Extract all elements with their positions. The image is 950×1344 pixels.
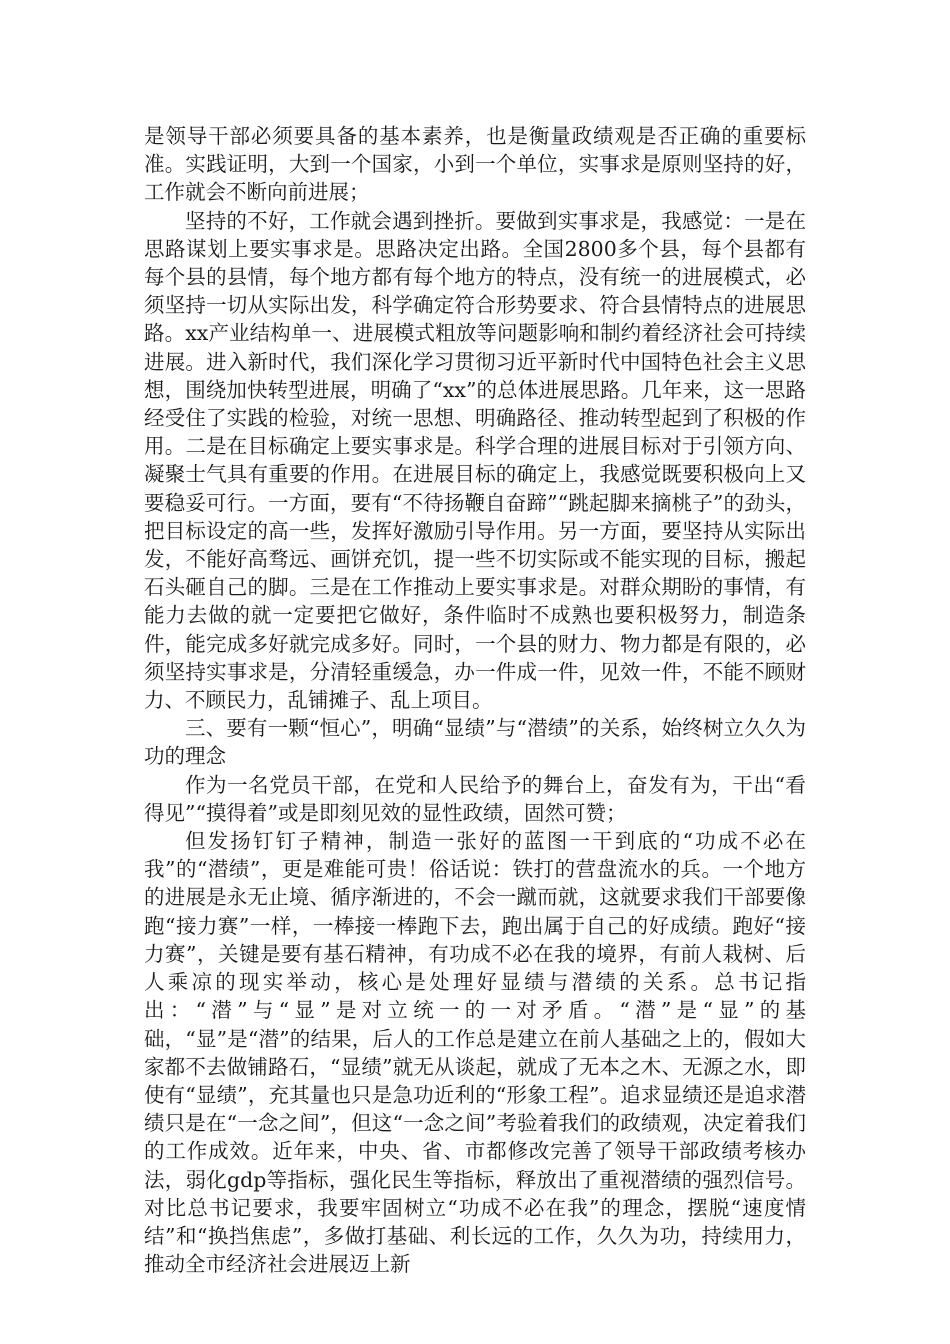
paragraph-1: 是领导干部必须要具备的基本素养，也是衡量政绩观是否正确的重要标准。实践证明，大到一个国家，小到一个单位，实事求是原则坚持的好，工作就会不断向前进展； <box>144 124 806 205</box>
section-heading-3: 三、要有一颗“恒心”，明确“显绩”与“潜绩”的关系，始终树立久久为功的理念 <box>144 716 806 769</box>
paragraph-5: 但发扬钉钉子精神，制造一张好的蓝图一干到底的“功成不必在我”的“潜绩”，更是难能可贵！俗话说：铁打的营盘流水的兵。一个地方的进展是永无止境、循序渐进的，不会一蹴而就，这就要求我们干部要像跑“接力赛”一样，一棒接一棒跑下去，跑出属于自己的好成绩。跑好“接力赛”，关键是要有基石精神，有功成不必在我的境界，有前人栽树、后人乘凉的现实举动，核心是处理好显绩与潜绩的关系。总书记指出：“潜”与“显”是对立统一的一对矛盾。“潜”是“显”的基础，“显”是“潜”的结果，后人的工作总是建立在前人基础之上的，假如大家都不去做铺路石，“显绩”就无从谈起，就成了无本之木、无源之水，即使有“显绩”，充其量也只是急功近利的“形象工程”。追求显绩还是追求潜绩只是在“一念之间”，但这“一念之间”考验着我们的政绩观，决定着我们的工作成效。近年来，中央、省、市都修改完善了领导干部政绩考核办法，弱化gdp等指标，强化民生等指标，释放出了重视潜绩的强烈信号。对比总书记要求，我要牢固树立“功成不必在我”的理念，摆脱“速度情结”和“换挡焦虑”，多做打基础、利长远的工作，久久为功，持续用力，推动全市经济社会进展迈上新 <box>144 829 806 1277</box>
paragraph-2: 坚持的不好，工作就会遇到挫折。要做到实事求是，我感觉：一是在思路谋划上要实事求是。思路决定出路。全国2800多个县，每个县都有每个县的县情，每个地方都有每个地方的特点，没有统一的进展模式，必须坚持一切从实际出发，科学确定符合形势要求、符合县情特点的进展思路。xx产业结构单一、进展模式粗放等问题影响和制约着经济社会可持续进展。进入新时代，我们深化学习贯彻习近平新时代中国特色社会主义思想，围绕加快转型进展，明确了“xx”的总体进展思路。几年来，这一思路经受住了实践的检验，对统一思想、明确路径、推动转型起到了积极的作用。二是在目标确定上要实事求是。科学合理的进展目标对于引领方向、凝聚士气具有重要的作用。在进展目标的确定上，我感觉既要积极向上又要稳妥可行。一方面，要有“不待扬鞭自奋蹄”“跳起脚来摘桃子”的劲头，把目标设定的高一些，发挥好激励引导作用。另一方面，要坚持从实际出发，不能好高骛远、画饼充饥，提一些不切实际或不能实现的目标，搬起石头砸自己的脚。三是在工作推动上要实事求是。对群众期盼的事情，有能力去做的就一定要把它做好，条件临时不成熟也要积极努力，制造条件，能完成多好就完成多好。同时，一个县的财力、物力都是有限的，必须坚持实事求是，分清轻重缓急，办一件成一件，见效一件，不能不顾财力、不顾民力，乱铺摊子、乱上项目。 <box>144 208 806 713</box>
paragraph-4: 作为一名党员干部，在党和人民给予的舞台上，奋发有为，干出“看得见”“摸得着”或是即刻见效的显性政绩，固然可赞； <box>144 772 806 825</box>
document-body <box>144 122 806 1278</box>
